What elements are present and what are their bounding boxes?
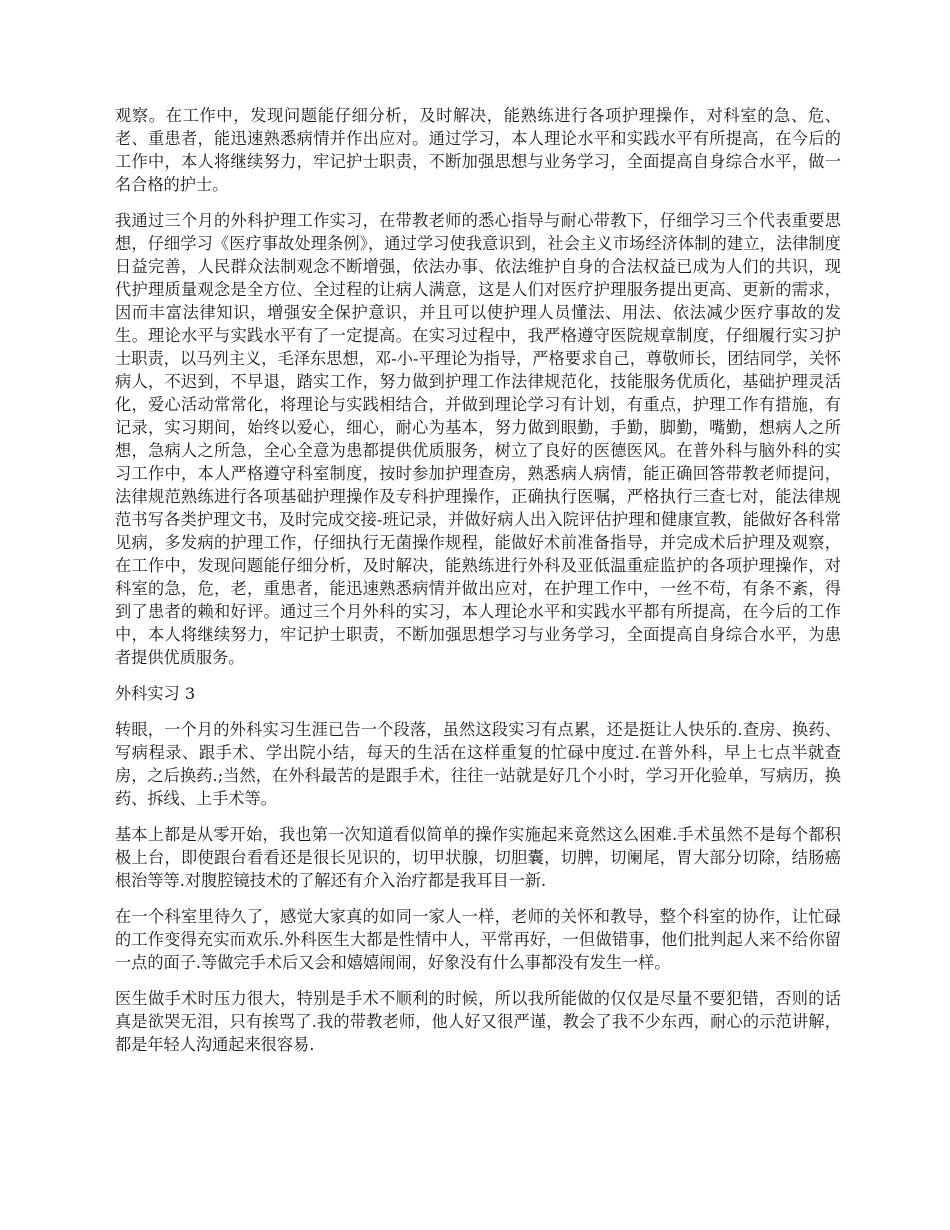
paragraph-3: 转眼，一个月的外科实习生涯已告一个段落，虽然这段实习有点累，还是挺让人快乐的.查房、换药、写病程录、跟手术、学出院小结，每天的生活在这样重复的忙碌中度过.在普外科，早上七点半就查房，之后换药.;当然，在外科最苦的是跟手术，往往一站就是好几个小时，学习开化验单，写病历，换药、拆线、上手术等。 [115,720,841,808]
paragraph-5: 在一个科室里待久了，感觉大家真的如同一家人一样，老师的关怀和教导，整个科室的协作，让忙碌的工作变得充实而欢乐.外科医生大都是性情中人，平常再好，一但做错事，他们批判起人来不给你留一点的面子.等做完手术后又会和嬉嬉闹闹，好象没有什么事都没有发生一样。 [115,907,841,972]
document-page [115,104,841,1069]
section-heading: 外科实习 3 [115,684,196,703]
paragraph-1: 观察。在工作中，发现问题能仔细分析，及时解决，能熟练进行各项护理操作，对科室的急、危、老、重患者，能迅速熟悉病情并作出应对。通过学习，本人理论水平和实践水平有所提高，在今后的工作中，本人将继续努力，牢记护士职责，不断加强思想与业务学习，全面提高自身综合水平，做一名合格的护士。 [115,106,841,194]
paragraph-4: 基本上都是从零开始，我也第一次知道看似简单的操作实施起来竟然这么困难.手术虽然不是每个都积极上台，即使跟台看看还是很长见识的，切甲状腺，切胆囊，切脾，切阑尾，胃大部分切除，结肠癌根治等等.对腹腔镜技术的了解还有介入治疗都是我耳目一新. [115,825,841,890]
paragraph-2: 我通过三个月的外科护理工作实习，在带教老师的悉心指导与耐心带教下，仔细学习三个代表重要思想，仔细学习《医疗事故处理条例》，通过学习使我意识到，社会主义市场经济体制的建立，法律制度日益完善，人民群众法制观念不断增强，依法办事、依法维护自身的合法权益已成为人们的共识，现代护理质量观念是全方位、全过程的让病人满意，这是人们对医疗护理服务提出更高、更新的需求，因而丰富法律知识，增强安全保护意识，并且可以使护理人员懂法、用法、依法减少医疗事故的发生。理论水平与实践水平有了一定提高。在实习过程中，我严格遵守医院规章制度，仔细履行实习护士职责，以马列主义，毛泽东思想，邓-小-平理论为指导，严格要求自己，尊敬师长，团结同学，关怀病人，不迟到，不早退，踏实工作，努力做到护理工作法律规范化，技能服务优质化，基础护理灵活化，爱心活动常常化，将理论与实践相结合，并做到理论学习有计划，有重点，护理工作有措施，有记录，实习期间，始终以爱心，细心，耐心为基本，努力做到眼勤，手勤，脚勤，嘴勤，想病人之所想，急病人之所急，全心全意为患都提供优质服务，树立了良好的医德医风。在普外科与脑外科的实习工作中，本人严格遵守科室制度，按时参加护理查房，熟悉病人病情，能正确回答带教老师提问，法律规范熟练进行各项基础护理操作及专科护理操作，正确执行医嘱，严格执行三查七对，能法律规范书写各类护理文书，及时完成交接-班记录，并做好病人出入院评估护理和健康宣教，能做好各科常见病，多发病的护理工作，仔细执行无菌操作规程，能做好术前准备指导，并完成术后护理及观察，在工作中，发现问题能仔细分析，及时解决，能熟练进行外科及亚低温重症监护的各项护理操作，对科室的急，危，老，重患者，能迅速熟悉病情并做出应对，在护理工作中，一丝不苟，有条不紊，得到了患者的赖和好评。通过三个月外科的实习，本人理论水平和实践水平都有所提高，在今后的工作中，本人将继续努力，牢记护士职责，不断加强思想学习与业务学习，全面提高自身综合水平，为患者提供优质服务。 [115,211,841,667]
paragraph-6: 医生做手术时压力很大，特别是手术不顺利的时候，所以我所能做的仅仅是尽量不要犯错，否则的话真是欲哭无泪，只有挨骂了.我的带教老师，他人好又很严谨，教会了我不少东西，耐心的示范讲解，都是年轻人沟通起来很容易. [115,989,841,1054]
